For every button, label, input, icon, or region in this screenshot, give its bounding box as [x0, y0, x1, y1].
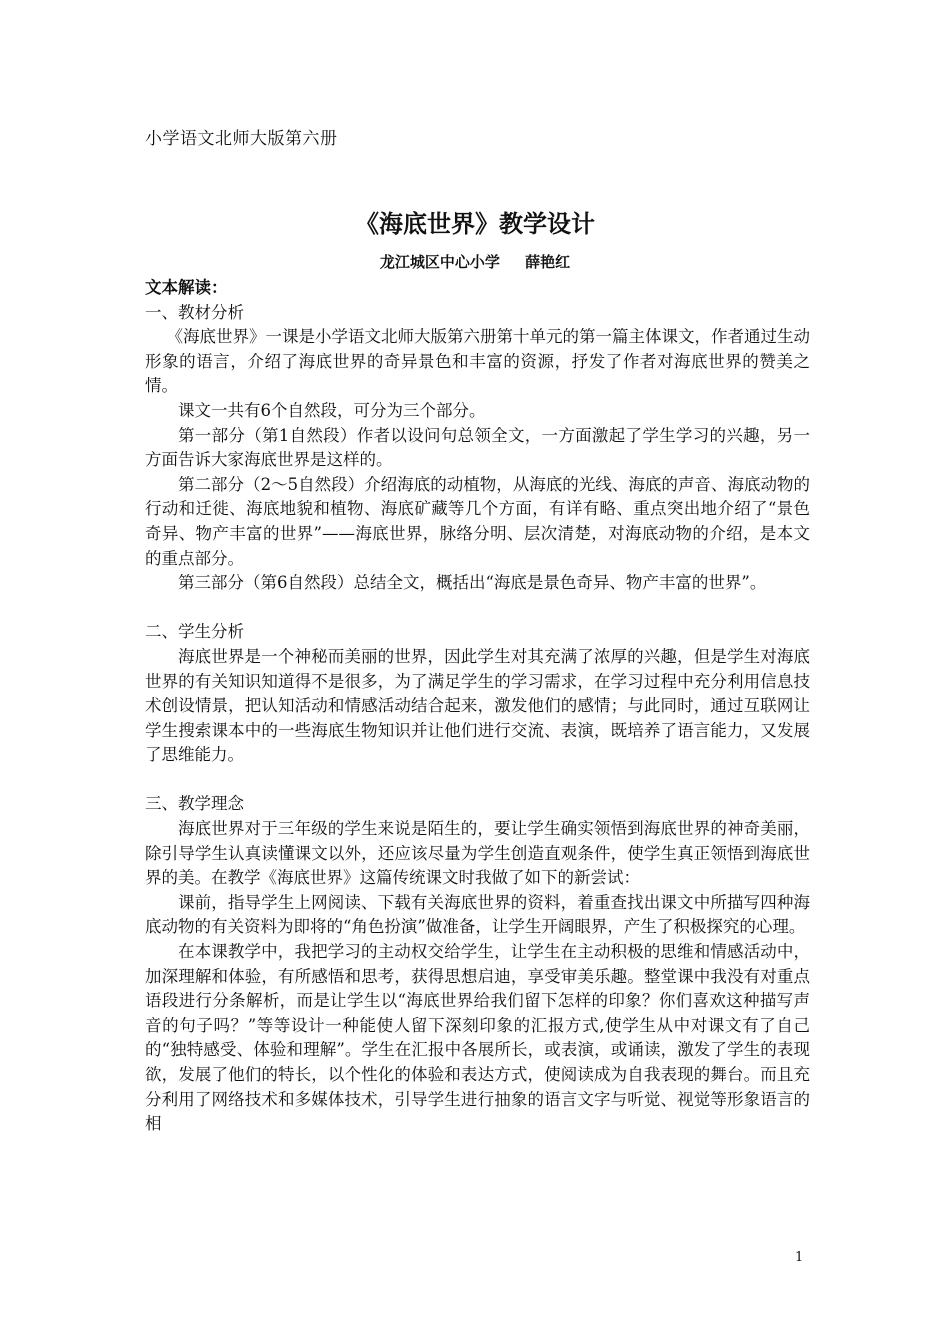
section-heading: 一、教材分析	[145, 302, 244, 322]
paragraph: 课文一共有6个自然段，可分为三个部分。	[178, 400, 486, 420]
author-school: 龙江城区中心小学	[379, 253, 500, 271]
paragraph: 在本课教学中，我把学习的主动权交给学生，让学生在主动积极的思维和情感活动中，加深理解和体验，有所感悟和思考，获得思想启迪，享受审美乐趣。整堂课中我没有对重点语段进行分条解析，而是让学生以“海底世界给我们留下怎样的印象？你们喜欢这种描写声音的句子吗？”等等设计一种能使人留下深刻印象的汇报方式,使学生从中对课文有了自己的“独特感受、体验和理解”。学生在汇报中各展所长，或表演，或诵读，激发了学生的表现欲，发展了他们的特长，以个性化的体验和表达方式，使阅读成为自我表现的舞台。而且充分利用了网络技术和多媒体技术，引导学生进行抽象的语言文字与听觉、视觉等形象语言的相	[145, 942, 810, 1134]
author-name: 薛艳红	[525, 253, 571, 271]
section-heading: 三、教学理念	[145, 794, 244, 814]
spacer	[145, 596, 810, 621]
section-label: 文本解读：	[145, 278, 228, 297]
paragraph: 《海底世界》一课是小学语文北师大版第六册第十单元的第一篇主体课文，作者通过生动形象的语言，介绍了海底世界的奇异景色和丰富的资源，抒发了作者对海底世界的赞美之情。	[145, 327, 810, 396]
author-line	[0, 252, 950, 272]
paragraph: 第三部分（第6自然段）总结全文，概括出“海底是景色奇异、物产丰富的世界”。	[178, 573, 767, 593]
running-header: 小学语文北师大版第六册	[145, 129, 338, 149]
document-title: 《海底世界》教学设计	[355, 209, 595, 238]
page-number: 1	[795, 1250, 804, 1265]
section-heading: 二、学生分析	[145, 622, 244, 642]
paragraph: 海底世界是一个神秘而美丽的世界，因此学生对其充满了浓厚的兴趣，但是学生对海底世界的有关知识知道得不是很多，为了满足学生的学习需求，在学习过程中充分利用信息技术创设情景，把认知活动和情感活动结合起来，激发他们的感情；与此同时，通过互联网让学生搜索课本中的一些海底生物知识并让他们进行交流、表演，既培养了语言能力，又发展了思维能力。	[145, 646, 810, 765]
paragraph: 海底世界对于三年级的学生来说是陌生的，要让学生确实领悟到海底世界的神奇美丽，除引导学生认真读懂课文以外，还应该尽量为学生创造直观条件，使学生真正领悟到海底世界的美。在教学《海底世界》这篇传统课文时我做了如下的新尝试：	[145, 819, 810, 888]
paragraph: 第一部分（第1自然段）作者以设问句总领全文，一方面激起了学生学习的兴趣，另一方面告诉大家海底世界是这样的。	[145, 425, 810, 470]
paragraph: 第二部分（2～5自然段）介绍海底的动植物，从海底的光线、海底的声音、海底动物的行动和迁徙、海底地貌和植物、海底矿藏等几个方面，有详有略、重点突出地介绍了“景色奇异、物产丰富的世界”——海底世界，脉络分明、层次清楚，对海底动物的介绍，是本文的重点部分。	[145, 474, 810, 568]
paragraph: 课前，指导学生上网阅读、下载有关海底世界的资料，着重查找出课文中所描写四种海底动物的有关资料为即将的“角色扮演”做准备，让学生开阔眼界，产生了积极探究的心理。	[145, 892, 810, 937]
spacer	[145, 768, 810, 793]
document-body	[145, 276, 810, 1137]
